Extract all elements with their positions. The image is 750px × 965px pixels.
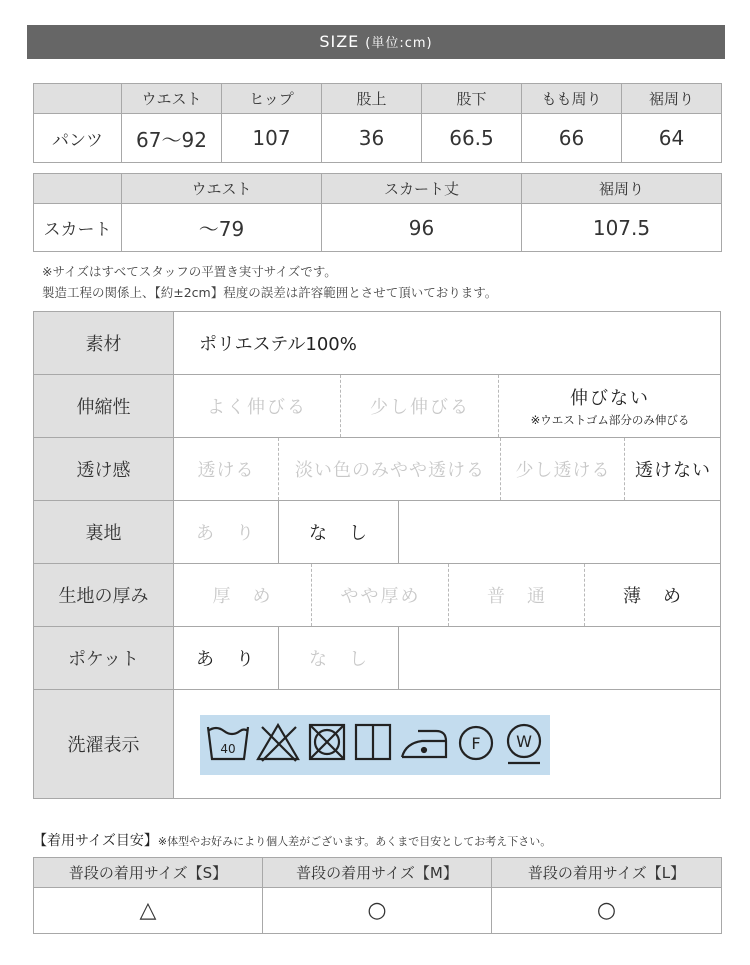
sheer-label: 透け感 [34, 438, 174, 500]
lining-option-yes-text: あ り [196, 523, 256, 544]
stretch-option-some-text: 少し伸びる [370, 397, 470, 418]
size-note-2: 製造工程の関係上、【約±2cm】程度の誤差は許容範囲とさせて頂いております。 [42, 285, 498, 300]
fit-header-s: 普段の着用サイズ【S】 [34, 858, 263, 888]
thickness-option-thin [584, 564, 721, 626]
skirt-corner [34, 174, 122, 204]
fit-mark-l: ○ [492, 888, 722, 934]
wash-symbols [200, 715, 550, 775]
size-title: SIZE [319, 32, 360, 51]
lining-label: 裏地 [34, 501, 174, 563]
pants-value-thigh: 66 [522, 114, 622, 163]
stretch-option-none-text: 伸びない [570, 388, 650, 409]
stretch-option-high [174, 375, 340, 437]
fabric-label: 素材 [34, 312, 174, 374]
fit-mark-s: △ [34, 888, 263, 934]
sheer-option-none [624, 438, 721, 500]
skirt-header-waist: ウエスト [122, 174, 322, 204]
sheer-option-slight [500, 438, 625, 500]
wash-symbols-svg [200, 715, 550, 775]
thickness-label: 生地の厚み [34, 564, 174, 626]
skirt-value-hem: 107.5 [522, 204, 722, 252]
thickness-option-slightly-thick [311, 564, 449, 626]
skirt-header-length: スカート丈 [322, 174, 522, 204]
lining-row [34, 501, 720, 564]
pants-value-inseam: 66.5 [422, 114, 522, 163]
material-table [33, 311, 721, 799]
lining-option-yes [174, 501, 278, 563]
wash-temp-text: 40 [220, 742, 236, 756]
stretch-note: ※ウエストゴム部分のみ伸びる [530, 413, 690, 427]
fit-header-m: 普段の着用サイズ【M】 [263, 858, 492, 888]
iron-low-icon [402, 731, 446, 757]
skirt-value-length: 96 [322, 204, 522, 252]
stretch-option-some [340, 375, 499, 437]
thickness-option-thick-text: 厚 め [212, 586, 273, 607]
thickness-option-normal [448, 564, 585, 626]
fabric-row [34, 312, 720, 375]
pants-size-table [33, 83, 722, 163]
skirt-value-waist: 〜79 [122, 204, 322, 252]
skirt-header-hem: 裾周り [522, 174, 722, 204]
sheer-option-light-colors-text: 淡い色のみやや透ける [295, 460, 485, 481]
pants-header-hip: ヒップ [222, 84, 322, 114]
wash-label: 洗濯表示 [34, 690, 174, 798]
skirt-size-table [33, 173, 722, 252]
pants-header-waist: ウエスト [122, 84, 222, 114]
thickness-row [34, 564, 720, 627]
sheer-row [34, 438, 720, 501]
stretch-label: 伸縮性 [34, 375, 174, 437]
thickness-option-normal-text: 普 通 [487, 586, 547, 607]
pocket-empty-cell [398, 627, 721, 689]
wet-clean-w-text: W [516, 732, 532, 751]
stretch-row [34, 375, 720, 438]
fit-mark-m: ○ [263, 888, 492, 934]
sheer-option-slight-text: 少し透ける [515, 460, 611, 481]
dry-clean-f-text: F [471, 734, 481, 753]
pocket-option-no-text: な し [309, 649, 369, 670]
lining-option-no [278, 501, 399, 563]
pocket-option-yes [174, 627, 278, 689]
pants-header-rise: 股上 [322, 84, 422, 114]
line-dry-icon [356, 725, 390, 759]
fit-guide-title: 【着用サイズ目安】 [33, 833, 158, 849]
pocket-option-yes-text: あ り [196, 649, 256, 670]
size-note-1: ※サイズはすべてスタッフの平置き実寸サイズです。 [42, 264, 337, 279]
size-unit: (単位:cm) [365, 36, 433, 51]
fit-guide-note: ※体型やお好みにより個人差がございます。あくまで目安としてお考え下さい。 [157, 835, 552, 848]
lining-empty-cell [398, 501, 721, 563]
wash-40-icon [208, 727, 248, 759]
skirt-row-label: スカート [34, 204, 122, 252]
sheer-option-sheer [174, 438, 278, 500]
fabric-value: ポリエステル100% [199, 334, 357, 355]
dry-clean-f-icon [460, 727, 492, 759]
thickness-option-thick [174, 564, 311, 626]
pocket-option-no [278, 627, 399, 689]
pants-value-hem: 64 [622, 114, 722, 163]
sheer-option-light-colors [278, 438, 501, 500]
stretch-option-none [498, 375, 721, 437]
pants-value-hip: 107 [222, 114, 322, 163]
pants-value-waist: 67〜92 [122, 114, 222, 163]
pants-header-inseam: 股下 [422, 84, 522, 114]
no-tumble-dry-icon [310, 725, 344, 759]
sheer-option-none-text: 透けない [635, 460, 711, 481]
stretch-option-high-text: よく伸びる [207, 397, 307, 418]
pants-header-hem: 裾周り [622, 84, 722, 114]
pants-corner [34, 84, 122, 114]
wash-row [34, 690, 720, 798]
thickness-option-slightly-thick-text: やや厚め [340, 586, 421, 607]
fit-guide-heading [33, 830, 551, 850]
pocket-row [34, 627, 720, 690]
pants-value-rise: 36 [322, 114, 422, 163]
thickness-option-thin-text: 薄 め [623, 586, 683, 607]
size-header [27, 25, 725, 59]
pocket-label: ポケット [34, 627, 174, 689]
sheer-option-sheer-text: 透ける [197, 460, 255, 481]
pants-row-label: パンツ [34, 114, 122, 163]
lining-option-no-text: な し [309, 523, 369, 544]
no-bleach-icon [258, 725, 298, 761]
pants-header-thigh: もも周り [522, 84, 622, 114]
wet-clean-w-icon [508, 725, 540, 763]
fit-guide-table [33, 857, 722, 934]
fit-header-l: 普段の着用サイズ【L】 [492, 858, 722, 888]
